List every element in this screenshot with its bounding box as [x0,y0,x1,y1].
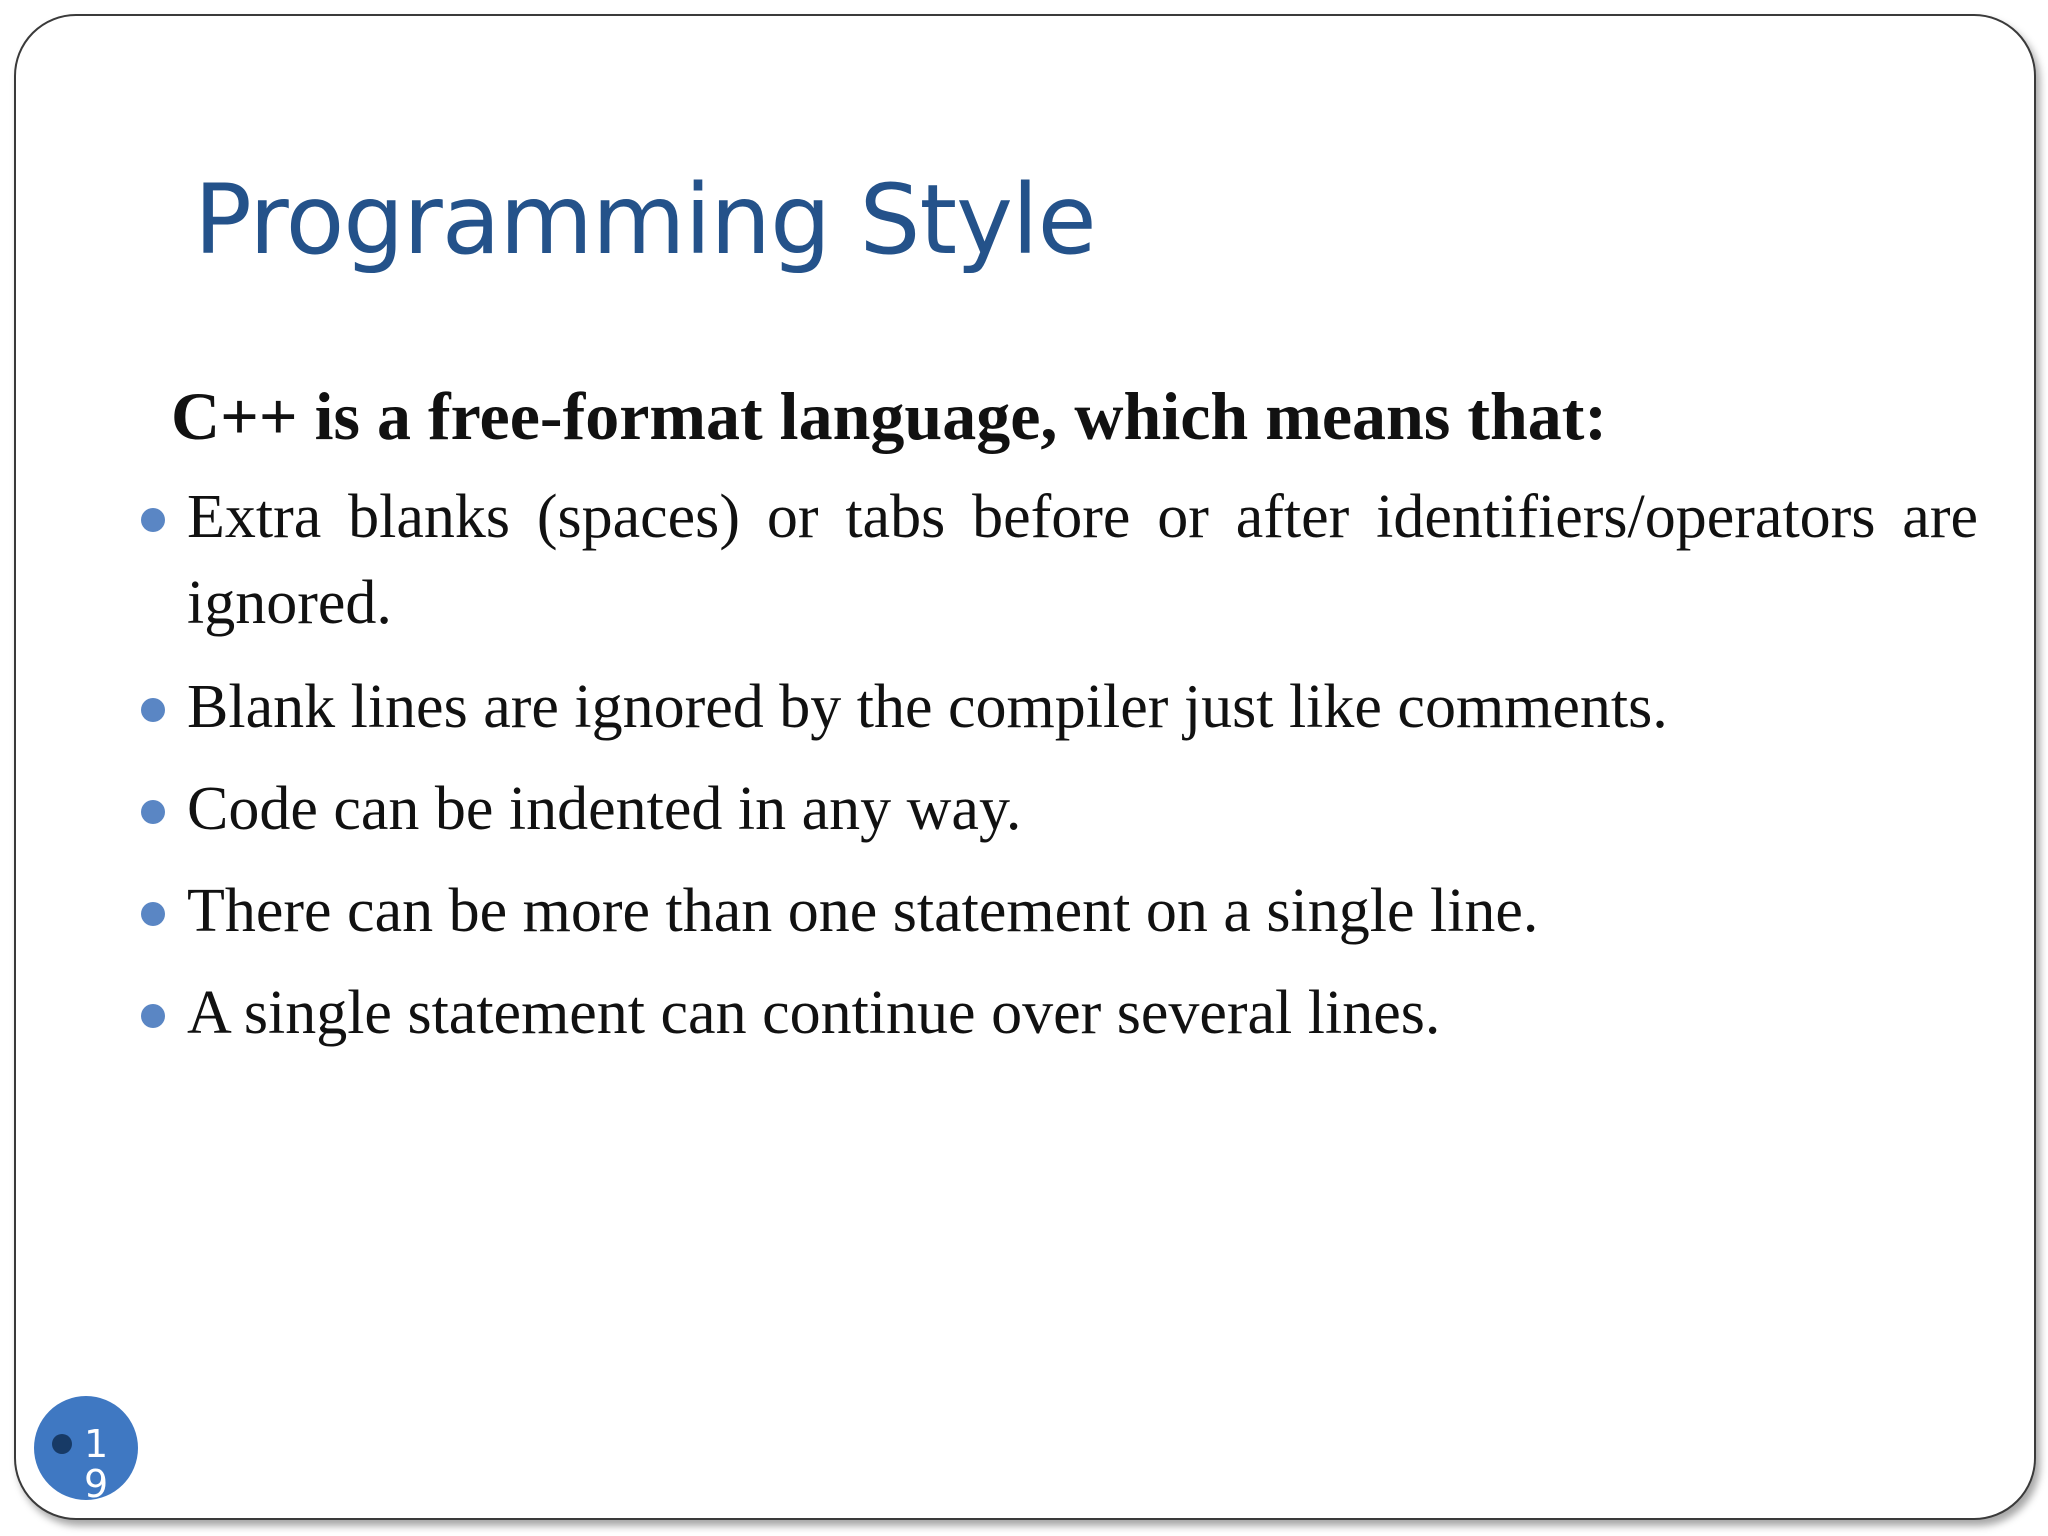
bullet-dot-icon [141,902,165,926]
bullet-list [16,16,2034,1518]
bullet-item [187,868,1978,954]
bullet-text: There can be more than one statement on a single line. [187,877,1539,945]
bullet-dot-icon [141,698,165,722]
page-number: 19 [84,1422,109,1500]
bullet-dot-icon [141,800,165,824]
bullet-text: Code can be indented in any way. [187,775,1022,843]
bullet-text: A single statement can continue over several lines. [187,979,1441,1047]
page-number-badge [34,1396,138,1500]
bullet-dot-icon [141,508,165,532]
bullet-item [187,766,1978,852]
slide-title: Programming Style [194,164,1096,276]
page-badge-dot-icon [52,1434,72,1454]
bullet-item [187,664,1978,750]
slide [14,14,2036,1520]
bullet-text: Extra blanks (spaces) or tabs before or after identifiers/operators are ignored. [187,483,1978,637]
intro-text: C++ is a free-format language, which means that: [171,378,1608,454]
bullet-dot-icon [141,1004,165,1028]
bullet-item [187,474,1978,646]
bullet-text: Blank lines are ignored by the compiler just like comments. [187,673,1668,741]
bullet-item [187,970,1978,1056]
